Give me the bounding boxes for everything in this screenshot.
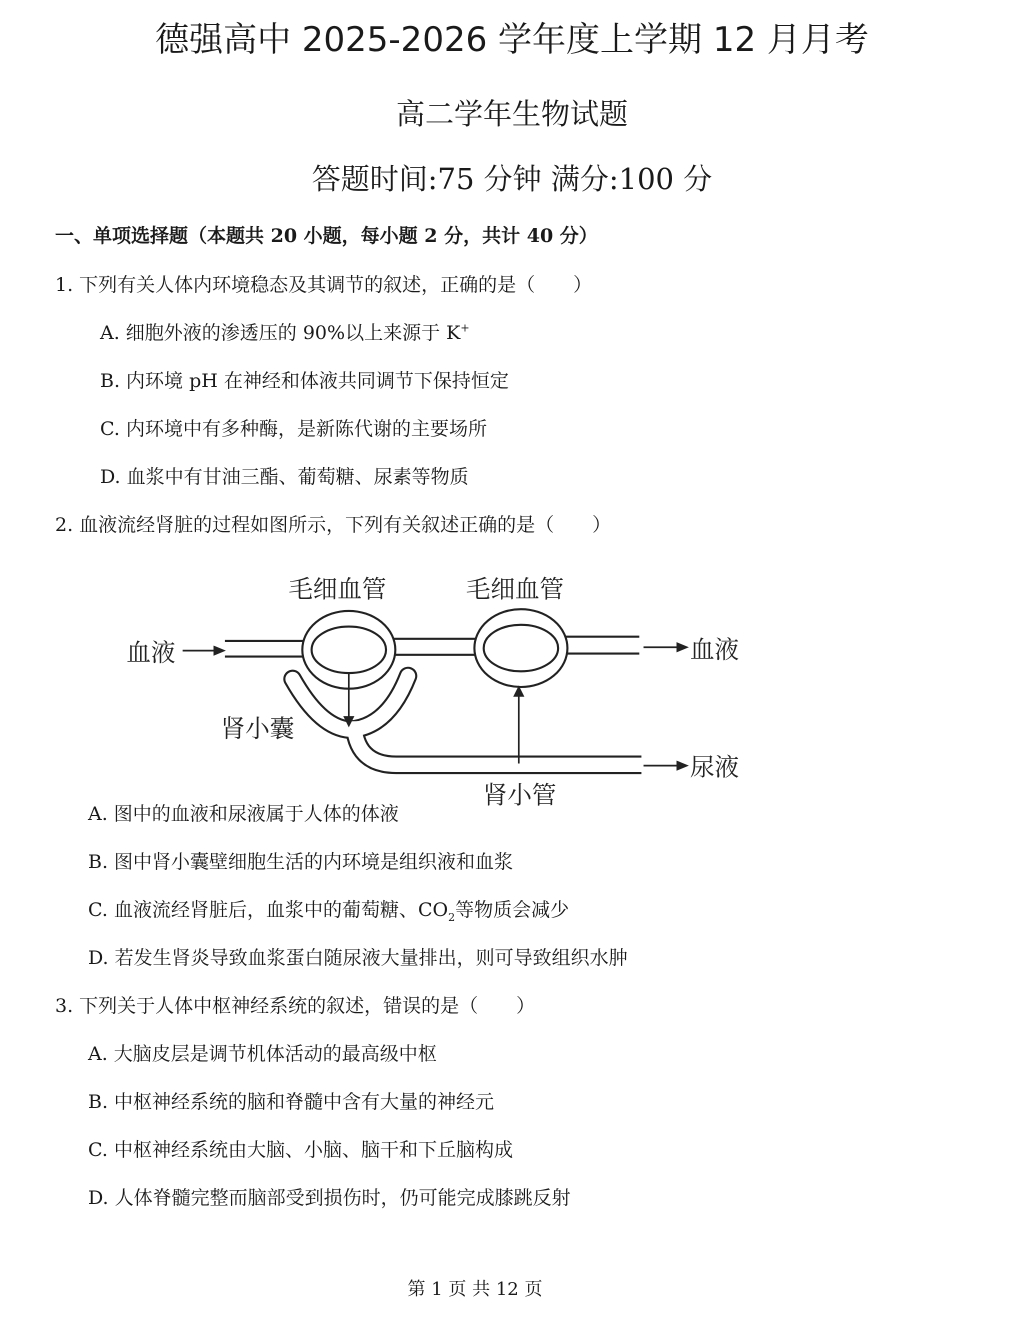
question-2-option-b: B. 图中肾小囊壁细胞生活的内环境是组织液和血浆 [88,851,514,873]
exam-title: 德强高中 2025-2026 学年度上学期 12 月月考 [155,20,869,60]
question-3-option-b: B. 中枢神经系统的脑和脊髓中含有大量的神经元 [88,1091,495,1113]
kidney-blood-flow-diagram [100,550,760,813]
question-2-option-a: A. 图中的血液和尿液属于人体的体液 [88,803,399,825]
question-1-option-a: A. 细胞外液的渗透压的 90%以上来源于 K+ [100,321,470,344]
question-3-option-d: D. 人体脊髓完整而脑部受到损伤时，仍可能完成膝跳反射 [88,1187,571,1209]
question-2-option-c: C. 血液流经肾脏后，血浆中的葡萄糖、$CO_2$等物质会减少 [88,899,570,924]
label-renal-tubule: 肾小管 [482,780,557,810]
exam-info: 答题时间:75 分钟 满分:100 分 [311,162,713,196]
label-capillary-1: 毛细血管 [288,574,387,604]
question-1-option-d: D. 血浆中有甘油三酯、葡萄糖、尿素等物质 [100,466,469,488]
label-blood-in: 血液 [126,637,176,667]
question-1-stem: 1. 下列有关人体内环境稳态及其调节的叙述，正确的是（ ） [55,274,593,296]
label-renal-capsule: 肾小囊 [220,713,295,743]
question-3-option-c: C. 中枢神经系统由大脑、小脑、脑干和下丘脑构成 [88,1139,513,1161]
question-2-stem: 2. 血液流经肾脏的过程如图所示，下列有关叙述正确的是（ ） [55,514,612,536]
label-blood-out: 血液 [690,634,740,664]
label-urine: 尿液 [690,752,740,782]
label-capillary-2: 毛细血管 [465,574,565,604]
section-heading: 一、单项选择题（本题共 20 小题，每小题 2 分，共计 40 分） [55,225,598,247]
question-2-option-d: D. 若发生肾炎导致血浆蛋白随尿液大量排出，则可导致组织水肿 [88,947,628,969]
exam-subtitle: 高二学年生物试题 [395,97,628,131]
question-3-stem: 3. 下列关于人体中枢神经系统的叙述，错误的是（ ） [55,995,536,1017]
question-1-option-b: B. 内环境 pH 在神经和体液共同调节下保持恒定 [100,370,509,392]
page-footer: 第 1 页 共 12 页 [407,1279,543,1300]
question-3-option-a: A. 大脑皮层是调节机体活动的最高级中枢 [88,1043,437,1065]
question-1-option-c: C. 内环境中有多种酶，是新陈代谢的主要场所 [100,418,487,440]
